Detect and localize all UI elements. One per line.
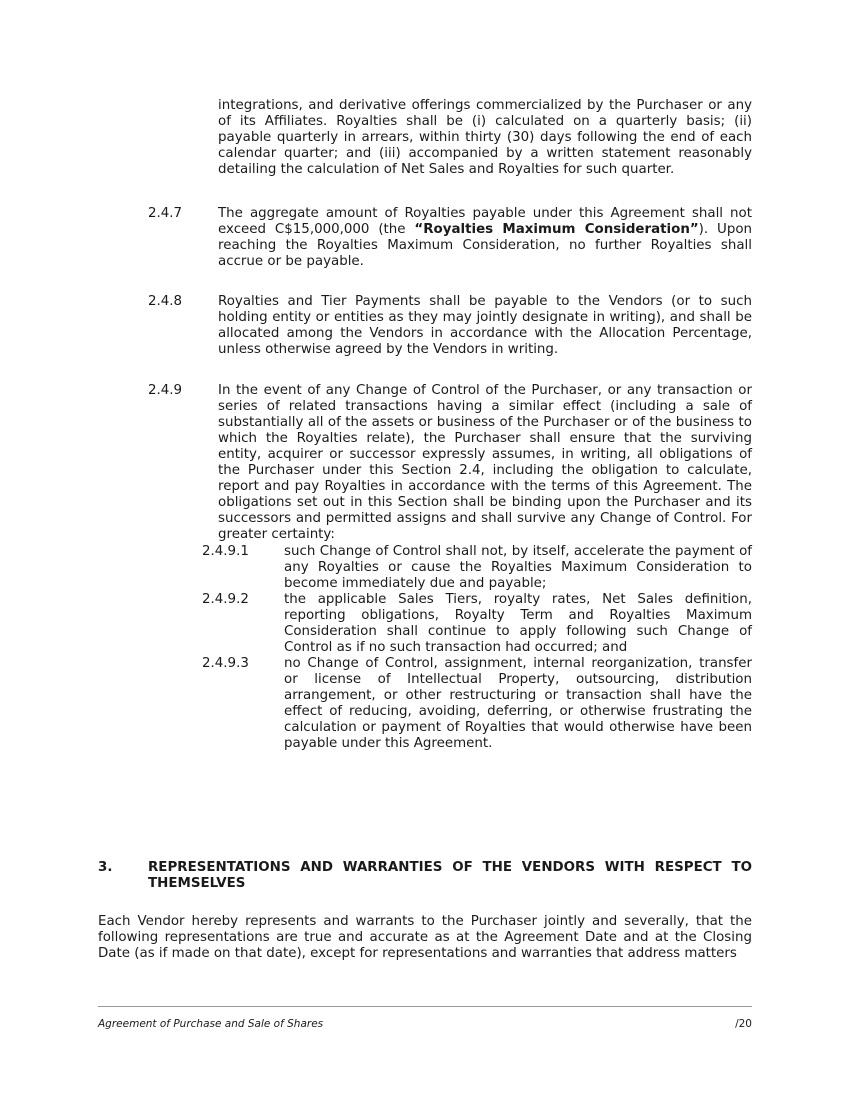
subclause-number: 2.4.9.3 [202,656,249,671]
continuation-paragraph: integrations, and derivative offerings commercialized by the Purchaser or any of its Affiliates. Royalties shall be (i) calculated on a quarterly basis; (ii) payable quarterly in arrears, within thirty (30) days following the end of each calendar quarter; and (iii) accompanied by a written statement reasonably detailing the calculation of Net Sales and Royalties for such quarter. [218,98,752,177]
clause-2-4-9 [148,383,752,752]
section-title: REPRESENTATIONS AND WARRANTIES OF THE VENDORS WITH RESPECT TO THEMSELVES [148,860,752,891]
section-3-heading [98,860,752,892]
subclause-text: no Change of Control, assignment, internal reorganization, transfer or license of Intellectual Property, outsourcing, distribution arrangement, or other restructuring or transaction shall have the effect of reducing, avoiding, deferring, or otherwise frustrating the calculation or payment of Royalties that would otherwise have been payable under this Agreement. [284,656,752,751]
page-footer [98,1018,752,1031]
page-number: /20 [735,1018,752,1030]
subclause-2-4-9-1 [202,544,752,592]
clause-number: 2.4.9 [148,383,183,398]
clause-text: In the event of any Change of Control of the Purchaser, or any transaction or series of related transactions having a similar effect (including a sale of substantially all of the assets or business of the Purchaser or of the business to which the Royalties relate), the Purchaser shall ensure that the surviving entity, acquirer or successor expressly assumes, in writing, all obligations of the Purchaser under this Section 2.4, including the obligation to calculate, report and pay Royalties in accordance with the terms of this Agreement. The obligations set out in this Section shall be binding upon the Purchaser and its successors and permitted assigns and shall survive any Change of Control. For greater certainty: [218,383,752,542]
subclause-text: such Change of Control shall not, by itself, accelerate the payment of any Royalties or cause the Royalties Maximum Consideration to become immediately due and payable; [284,544,752,591]
subclause-2-4-9-2 [202,592,752,656]
subclause-2-4-9-3 [202,656,752,752]
clause-2-4-8 [148,294,752,358]
clause-text-start: The aggregate amount of Royalties payable under this Agreement shall not exceed C$15,000,000 (the [218,206,752,237]
footer-title: Agreement of Purchase and Sale of Shares [98,1018,324,1030]
clause-text-end: ). Upon reaching the Royalties Maximum Consideration, no further Royalties shall accrue or be payable. [218,222,753,269]
section-3-intro: Each Vendor hereby represents and warrants to the Purchaser jointly and severally, that the following representations are true and accurate as at the Agreement Date and at the Closing Date (as if made on that date), except for representations and warranties that address matters [98,914,752,961]
subclause-text: the applicable Sales Tiers, royalty rates, Net Sales definition, reporting obligations, Royalty Term and Royalties Maximum Consideration shall continue to apply following such Change of Control as if no such transaction had occurred; and [284,592,752,655]
section-number: 3. [98,860,113,875]
subclause-number: 2.4.9.1 [202,544,249,559]
subclause-number: 2.4.9.2 [202,592,249,607]
footer-divider [98,1006,752,1007]
clause-text: Royalties and Tier Payments shall be payable to the Vendors (or to such holding entity or entities as they may jointly designate in writing), and shall be allocated among the Vendors in accordance with the Allocation Percentage, unless otherwise agreed by the Vendors in writing. [218,294,752,357]
clause-2-4-7 [148,206,752,270]
clause-text [218,206,752,270]
defined-term: “Royalties Maximum Consideration” [414,222,699,237]
clause-number: 2.4.8 [148,294,183,309]
clause-number: 2.4.7 [148,206,183,221]
